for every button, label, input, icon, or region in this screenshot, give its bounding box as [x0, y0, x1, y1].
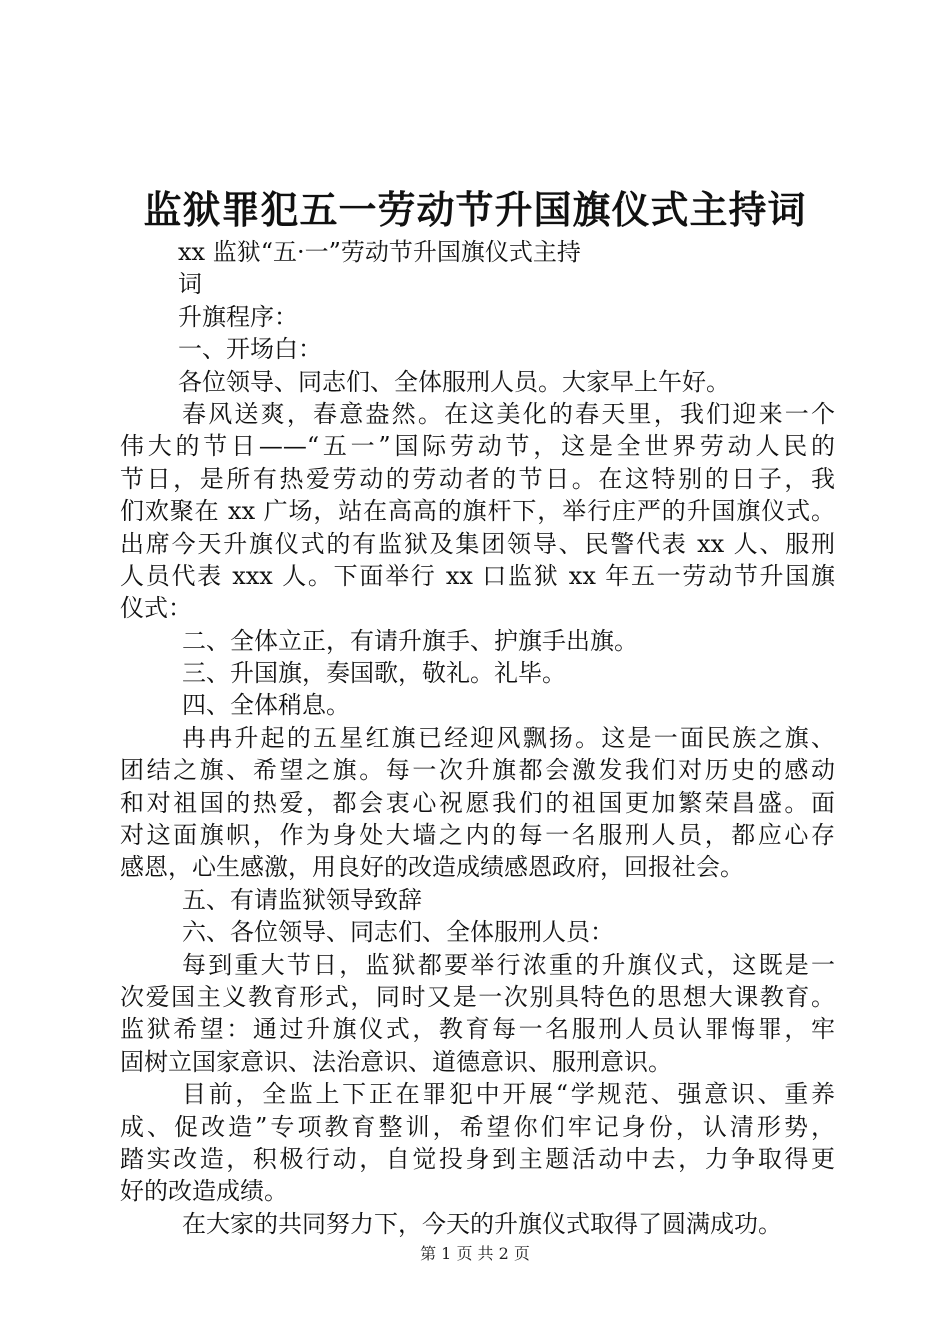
body-line: 踏实改造，积极行动，自觉投身到主题活动中去，力争取得更 — [120, 1144, 835, 1173]
body-line: 目前，全监上下正在罪犯中开展“学规范、强意识、重养 — [182, 1080, 835, 1109]
body-line: 六、各位领导、同志们、全体服刑人员： — [182, 918, 614, 947]
body-line: 仪式： — [120, 594, 192, 623]
body-line: 各位领导、同志们、全体服刑人员。大家早上午好。 — [178, 367, 730, 396]
body-line: 次爱国主义教育形式，同时又是一次别具特色的思想大课教育。 — [120, 982, 835, 1011]
body-line: 和对祖国的热爱，都会衷心祝愿我们的祖国更加繁荣昌盛。面 — [120, 788, 835, 817]
body-line: 一、开场白： — [178, 335, 322, 364]
body-line: 团结之旗、希望之旗。每一次升旗都会激发我们对历史的感动 — [120, 756, 835, 785]
body-line: 节日，是所有热爱劳动的劳动者的节日。在这特别的日子，我 — [120, 464, 835, 493]
body-line: 冉冉升起的五星红旗已经迎风飘扬。这是一面民族之旗、 — [182, 723, 835, 752]
body-line: 升旗程序： — [178, 302, 298, 331]
body-line: 每到重大节日，监狱都要举行浓重的升旗仪式，这既是一 — [182, 950, 835, 979]
document-title: 监狱罪犯五一劳动节升国旗仪式主持词 — [143, 187, 807, 232]
body-line: 伟大的节日——“五一”国际劳动节，这是全世界劳动人民的 — [120, 432, 835, 461]
body-line: 们欢聚在 xx 广场，站在高高的旗杆下，举行庄严的升国旗仪式。 — [120, 497, 835, 526]
body-line: 春风送爽，春意盎然。在这美化的春天里，我们迎来一个 — [182, 399, 835, 428]
body-line: 成、促改造”专项教育整训，希望你们牢记身份，认清形势， — [120, 1112, 835, 1141]
body-line: xx 监狱“五·一”劳动节升国旗仪式主持 — [178, 238, 581, 266]
body-line: 词 — [178, 270, 202, 299]
body-line: 对这面旗帜，作为身处大墙之内的每一名服刑人员，都应心存 — [120, 821, 835, 850]
body-line: 好的改造成绩。 — [120, 1177, 288, 1206]
body-line: 二、全体立正，有请升旗手、护旗手出旗。 — [182, 626, 638, 655]
page-footer: 第 1 页 共 2 页 — [420, 1244, 530, 1263]
body-line: 感恩，心生感激，用良好的改造成绩感恩政府，回报社会。 — [120, 853, 744, 882]
document-body — [120, 236, 835, 1240]
body-line: 三、升国旗，奏国歌，敬礼。礼毕。 — [182, 659, 566, 688]
body-line: 在大家的共同努力下，今天的升旗仪式取得了圆满成功。 — [182, 1209, 782, 1238]
body-line: 出席今天升旗仪式的有监狱及集团领导、民警代表 xx 人、服刑 — [120, 529, 835, 558]
body-line: 人员代表 xxx 人。下面举行 xx 口监狱 xx 年五一劳动节升国旗 — [120, 561, 835, 590]
body-line: 四、全体稍息。 — [182, 691, 350, 720]
body-line: 五、有请监狱领导致辞 — [182, 885, 422, 914]
body-line: 监狱希望：通过升旗仪式，教育每一名服刑人员认罪悔罪，牢 — [120, 1015, 835, 1044]
body-line: 固树立国家意识、法治意识、道德意识、服刑意识。 — [120, 1047, 672, 1076]
